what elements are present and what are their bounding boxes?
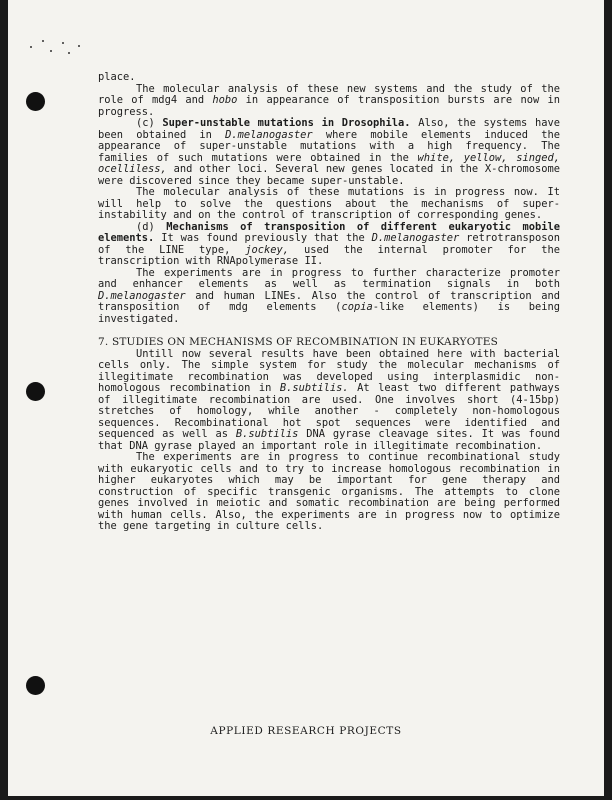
subsection-title: Mechanisms of transposition of different eukaryotic mobile elements. xyxy=(98,220,560,244)
paper-specks xyxy=(28,36,88,60)
paragraph: place. xyxy=(98,71,136,83)
punch-hole xyxy=(26,92,45,111)
subsection-c: (c) Super-unstable mutations in Drosophila. Also, the systems have been obtained in D.melanogaster where mobile elements induced the appearance of super-unstable mutations with a high frequency. The families of such mutations were obtained in the white, yellow, singed, ocelliless, and other loci. Several new genes located in the X-chromosome were discovered since they became super-unstable. xyxy=(98,117,560,187)
page-footer: APPLIED RESEARCH PROJECTS xyxy=(210,725,402,737)
subsection-d: (d) Mechanisms of transposition of different eukaryotic mobile elements. It was found previously that the D.melanogaster retrotransposon of the LINE type, jockey, used the internal promoter for the transcription with RNApolymerase II. xyxy=(98,220,560,267)
document-body xyxy=(98,72,560,533)
paragraph: The molecular analysis of these new systems and the study of the role of mdg4 and hobo in appearance of transposition bursts are now in progress. xyxy=(98,82,560,118)
paragraph: The experiments are in progress to continue recombinational study with eukaryotic cells and to try to increase homologous recombination in higher eukaryotes which may be important for gene therapy and construction of specific transgenic organisms. The attempts to clone genes involved in meiotic and somatic recombination are being performed with human cells. Also, the experiments are in progress now to optimize the gene targeting in culture cells. xyxy=(98,451,560,532)
subsection-title: Super-unstable mutations in Drosophila. xyxy=(162,117,411,129)
paragraph: The experiments are in progress to further characterize promoter and enhancer elements as well as termination signals in both D.melanogaster and human LINEs. Also the control of transcription and transposition of mdg elements (copia-like elements) is being investigated. xyxy=(98,266,561,325)
paragraph: The molecular analysis of these mutations is in progress now. It will help to solve the questions about the mechanisms of super-instability and on the control of transcription of corresponding genes. xyxy=(98,186,560,221)
punch-hole xyxy=(26,382,45,401)
punch-hole xyxy=(26,676,45,695)
section-heading: 7. STUDIES ON MECHANISMS OF RECOMBINATION IN EUKARYOTES xyxy=(98,336,499,348)
document-page xyxy=(8,0,604,796)
paragraph: Untill now several results have been obtained here with bacterial cells only. The simple system for study the molecular mechanisms of illegitimate recombination was developed using interplasmidic non-homologous recombination in B.subtilis. At least two different pathways of illegitimate recombination are used. One involves short (4-15bp) stretches of homology, while another - completely non-homologous sequences. Recombinational hot spot sequences were identified and sequenced as well as B.subtilis DNA gyrase cleavage sites. It was found that DNA gyrase played an important role in illegitimate recombination. xyxy=(98,347,560,452)
